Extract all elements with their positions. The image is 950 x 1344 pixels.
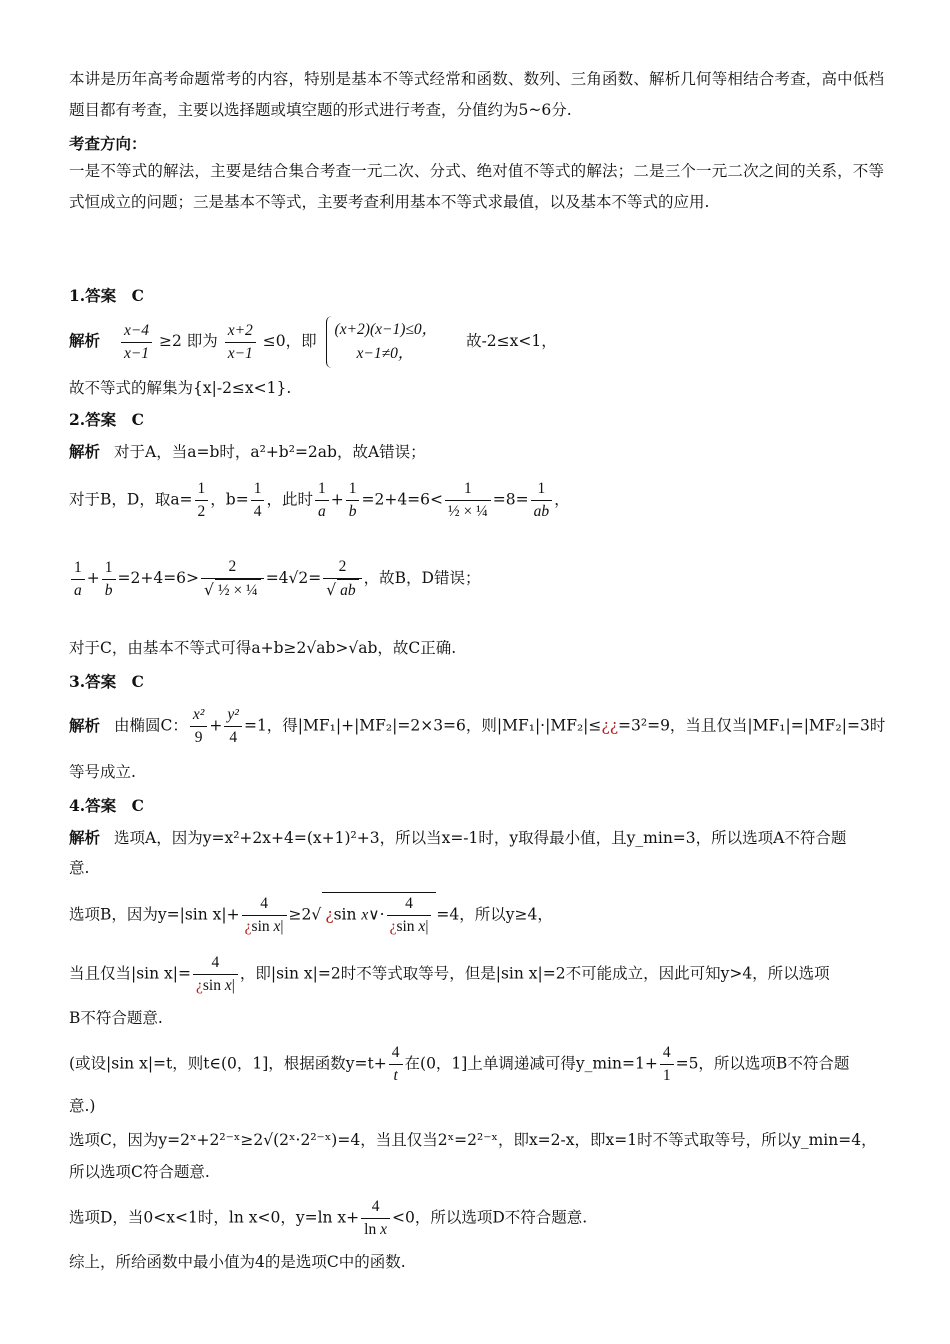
- q4-answer: 4.答案 C: [69, 796, 145, 815]
- q2-frac-1ab: $\frac{1}{ab}$: [531, 478, 553, 523]
- q2-text-2b: ，b=: [210, 490, 249, 509]
- q1-frac-1: $\frac{x-4}{x-1}$: [121, 320, 152, 365]
- q2-frac-half: $\frac{1}{2}$: [195, 478, 209, 523]
- q4-b-line-2: [69, 952, 889, 997]
- direction-paragraph: 一是不等式的解法，主要是结合集合考查一元二次、分式、绝对值不等式的解法；二是三个一元二次之间的关系，不等式恒成立的问题；三是基本不等式，主要考查利用基本不等式求最值，以及基本不等式的应用.: [69, 162, 884, 211]
- q1-answer: 1.答案 C: [69, 286, 145, 305]
- q4-note-text-a: (或设|sin x|=t，则t∈(0，1]，根据函数y=t+: [69, 1054, 387, 1073]
- q2-frac-1a-2: $\frac{1}{a}$: [71, 557, 85, 602]
- q3-frac-y: $\frac{\text{y²}}{4}$: [224, 704, 242, 749]
- q3-answer: 3.答案 C: [69, 672, 145, 691]
- q4-note-text-c: =5，所以选项B不符合题: [675, 1054, 850, 1073]
- q3-frac-x: $\frac{\text{x²}}{9}$: [190, 704, 208, 749]
- q4-d-text-b: <0，所以选项D不符合题意.: [392, 1208, 588, 1227]
- q4-d-text-a: 选项D，当0<x<1时，ln x<0，y=ln x+: [69, 1208, 360, 1227]
- q4-b-frac-2: $\frac{4}{\text{¿sin x|}}$: [193, 952, 238, 997]
- q4-b-text-1a: 选项B，因为y=|sin x|+: [69, 905, 240, 924]
- q4-b-line-1: 选项B，因为y=|sin x|+ $\frac{4}{\text{¿sin x|}}$ ≥2√ ¿sin x∨· $\frac{4}{\text{¿sin x|}}$ =4，所以y≥4，: [69, 892, 889, 938]
- q2-frac-1a: $\frac{1}{a}$: [315, 478, 329, 523]
- q3-text-1a: 由椭圆C：: [114, 716, 188, 735]
- q2-answer: 2.答案 C: [69, 410, 145, 429]
- q2-text-2a: 对于B，D，取a=: [69, 490, 193, 509]
- q2-frac-1b: $\frac{1}{b}$: [346, 478, 360, 523]
- q4-a-text: 选项A，因为y=x²+2x+4=(x+1)²+3，所以当x=-1时，y取得最小值，且y_min=3，所以选项A不符合题: [114, 829, 847, 847]
- q3-line-1: 解析 由椭圆C： $\frac{\text{x²}}{9}$ + $\frac{\text{y²}}{4}$ =1，得|MF₁|+|MF₂|=2×3=6，则|MF₁|·|MF₂|≤¿¿=3²=9，当且仅当|MF₁|=|MF₂|=3时: [69, 704, 889, 749]
- q2-text-2c: ，此时: [266, 490, 313, 509]
- q2-frac-big: $\frac{1}{\text{½ × ¼}}$: [445, 478, 491, 523]
- q2-text-3b: =4√2=: [265, 569, 322, 587]
- q1-system: [326, 316, 438, 368]
- q2-frac-1b-2: $\frac{1}{b}$: [102, 557, 116, 602]
- q4-conclusion: 综上，所给函数中最小值为4的是选项C中的函数.: [69, 1253, 406, 1271]
- q1-result: 故不等式的解集为{x|-2≤x<1}.: [69, 379, 292, 397]
- q4-b-text-1b: ≥2: [288, 905, 312, 924]
- q2-line-1: [69, 440, 889, 462]
- q1-text-2: ≤0，即: [262, 332, 317, 350]
- q4-note-line-2: 意.): [69, 1097, 96, 1115]
- q4-c-line-2: 所以选项C符合题意.: [69, 1163, 210, 1181]
- q2-text-3c: ，故B，D错误；: [363, 569, 481, 587]
- q4-b-frac: $\frac{4}{\text{¿sin x|}}$: [242, 893, 287, 938]
- q1-text-3: 故-2≤x<1，: [466, 332, 557, 350]
- q4-label: 解析: [69, 828, 101, 847]
- q4-b-text-2b: ，即|sin x|=2时不等式取等号，但是|sin x|=2不可能成立，因此可知y>4，所以选项: [239, 964, 830, 983]
- q4-b-text-2a: 当且仅当|sin x|=: [69, 964, 191, 983]
- q2-frac-quarter: $\frac{1}{4}$: [251, 478, 265, 523]
- q3-label: 解析: [69, 715, 101, 735]
- q1-frac-2: $\frac{x+2}{x-1}$: [225, 320, 256, 365]
- q2-text-3a: =2+4=6>: [117, 569, 200, 587]
- q2-frac-2sqrtab: $\frac{2}{√ ab}$: [323, 556, 361, 602]
- q4-d-line: [69, 1196, 889, 1241]
- q4-note-frac-t: $\frac{4}{t}$: [389, 1042, 403, 1087]
- q2-line-4: 对于C，由基本不等式可得a+b≥2√ab>√ab，故C正确.: [69, 639, 457, 657]
- q3-line-2: 等号成立.: [69, 763, 136, 781]
- q1-text-1: ≥2 即为: [158, 332, 218, 350]
- q4-b-text-1c: =4，所以y≥4，: [436, 905, 553, 924]
- q4-a-line-2: 意.: [69, 859, 90, 877]
- q4-note-line-1: [69, 1042, 889, 1087]
- q4-a-line-1: [69, 826, 889, 848]
- q4-b-radicand: ¿sin x∨· $\frac{4}{\text{¿sin x|}}$: [322, 892, 436, 938]
- q1-cond-2: x−1≠0，: [356, 345, 414, 362]
- q1-cond-1: (x+2)(x−1)≤0，: [334, 321, 438, 338]
- direction-heading: 考查方向：: [69, 134, 147, 153]
- q1-solution: [69, 316, 889, 368]
- q2-line-3: $\frac{1}{a}$ + $\frac{1}{b}$ =2+4=6> $\frac{2}{\text{√ ½ × ¼}}$ =4√2= $\frac{2}{√ ab}$ ，故B，D错误；: [69, 556, 889, 602]
- q2-text-2e: =8=: [492, 490, 529, 509]
- intro-paragraph: 本讲是历年高考命题常考的内容，特别是基本不等式经常和函数、数列、三角函数、解析几何等相结合考查，高中低档题目都有考查，主要以选择题或填空题的形式进行考查，分值约为5~6分.: [69, 70, 884, 119]
- q2-frac-sqrt: $\frac{2}{\text{√ ½ × ¼}}$: [201, 556, 264, 602]
- q4-note-text-b: 在(0，1]上单调递减可得y_min=1+: [404, 1054, 658, 1073]
- q3-text-1d: =3²=9，当且仅当|MF₁|=|MF₂|=3时: [618, 716, 886, 735]
- q4-b-line-3: B不符合题意.: [69, 1009, 163, 1027]
- q3-text-1b: =1，得|MF₁|+|MF₂|=2×3=6，则|MF₁|·|MF₂|≤: [243, 716, 602, 735]
- q2-line-2: 对于B，D，取a= $\frac{1}{2}$ ，b= $\frac{1}{4}$ ，此时 $\frac{1}{a}$ + $\frac{1}{b}$ =2+4=6< $\frac{1}{\text{½ × ¼}}$ =8= $\frac{1}{ab}$ ，: [69, 478, 889, 523]
- q3-glyph: ¿¿: [601, 716, 619, 735]
- q4-d-frac: $\frac{4}{\text{ln x}}$: [361, 1196, 390, 1241]
- q4-c-line-1: 选项C，因为y=2ˣ+2²⁻ˣ≥2√(2ˣ·2²⁻ˣ)=4，当且仅当2ˣ=2²⁻ˣ，即x=2-x，即x=1时不等式取等号，所以y_min=4，: [69, 1131, 877, 1149]
- q4-note-frac-1: $\frac{4}{1}$: [660, 1042, 674, 1087]
- q2-text-2d: =2+4=6<: [361, 490, 444, 509]
- q2-text-1: 对于A，当a=b时，a²+b²=2ab，故A错误；: [114, 443, 426, 461]
- q2-label: 解析: [69, 442, 101, 461]
- q1-label: 解析: [69, 331, 101, 350]
